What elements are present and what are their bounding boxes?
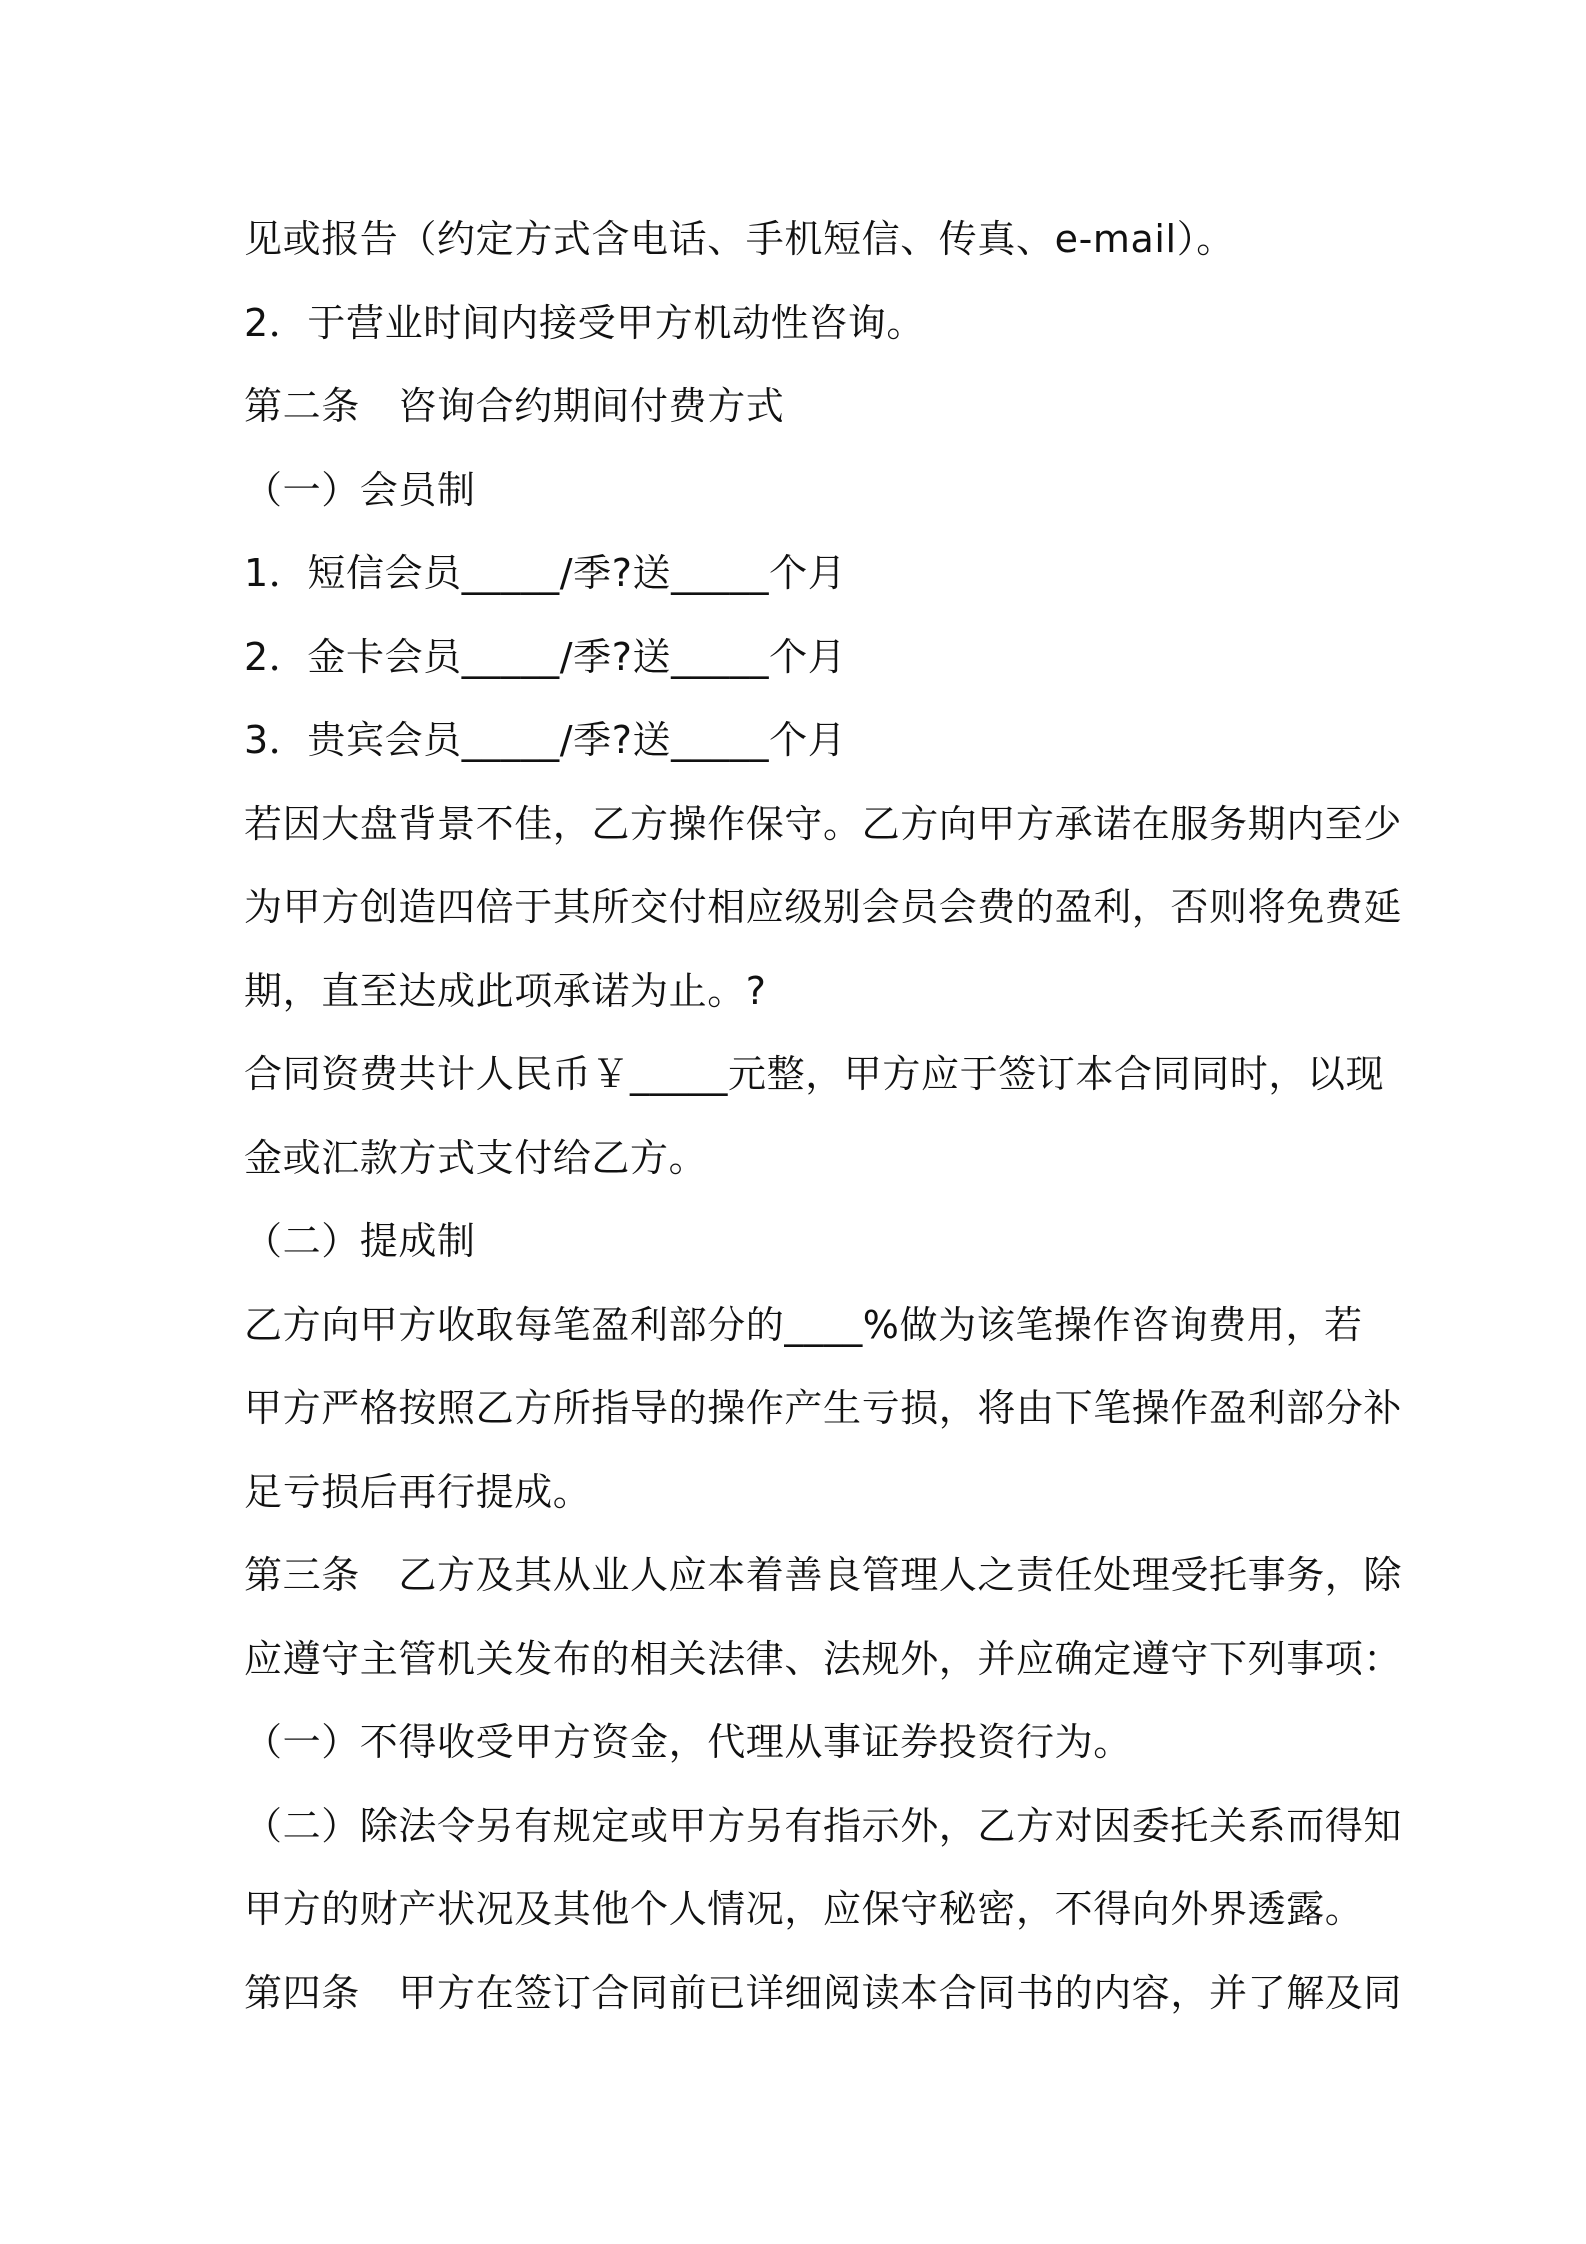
- list-item: 3．贵宾会员_____/季?送_____个月: [244, 718, 847, 762]
- text-line: 合同资费共计人民币￥_____元整，甲方应于签订本合同同时，以现: [244, 1052, 1385, 1096]
- section-heading: （二）提成制: [244, 1219, 476, 1263]
- list-item: （二）除法令另有规定或甲方另有指示外，乙方对因委托关系而得知: [244, 1803, 1403, 1848]
- text-line: 见或报告（约定方式含电话、手机短信、传真、e-mail）。: [244, 217, 1235, 261]
- list-item: 1．短信会员_____/季?送_____个月: [244, 551, 847, 595]
- list-item: 2．金卡会员_____/季?送_____个月: [244, 634, 847, 679]
- text-line: 甲方的财产状况及其他个人情况，应保守秘密，不得向外界透露。: [244, 1887, 1364, 1931]
- text-line: 甲方严格按照乙方所指导的操作产生亏损，将由下笔操作盈利部分补: [244, 1386, 1403, 1430]
- text-line: 乙方向甲方收取每笔盈利部分的____%做为该笔操作咨询费用，若: [244, 1302, 1363, 1347]
- article-heading: 第三条 乙方及其从业人应本着善良管理人之责任处理受托事务，除: [244, 1553, 1403, 1597]
- section-heading: （一）会员制: [244, 467, 476, 512]
- article-heading: 第二条 咨询合约期间付费方式: [244, 384, 785, 428]
- text-line: 金或汇款方式支付给乙方。: [244, 1135, 708, 1180]
- article-heading: 第四条 甲方在签订合同前已详细阅读本合同书的内容，并了解及同: [244, 1970, 1403, 2015]
- text-line: 若因大盘背景不佳，乙方操作保守。乙方向甲方承诺在服务期内至少: [244, 801, 1403, 846]
- text-line: 期，直至达成此项承诺为止。?: [244, 968, 767, 1013]
- text-line: 2．于营业时间内接受甲方机动性咨询。: [244, 300, 925, 345]
- text-line: 足亏损后再行提成。: [244, 1469, 592, 1514]
- text-line: 为甲方创造四倍于其所交付相应级别会员会费的盈利，否则将免费延: [244, 885, 1403, 929]
- contract-text: [244, 198, 1403, 2035]
- list-item: （一）不得收受甲方资金，代理从事证券投资行为。: [244, 1720, 1132, 1764]
- text-line: 应遵守主管机关发布的相关法律、法规外，并应确定遵守下列事项：: [244, 1636, 1403, 1681]
